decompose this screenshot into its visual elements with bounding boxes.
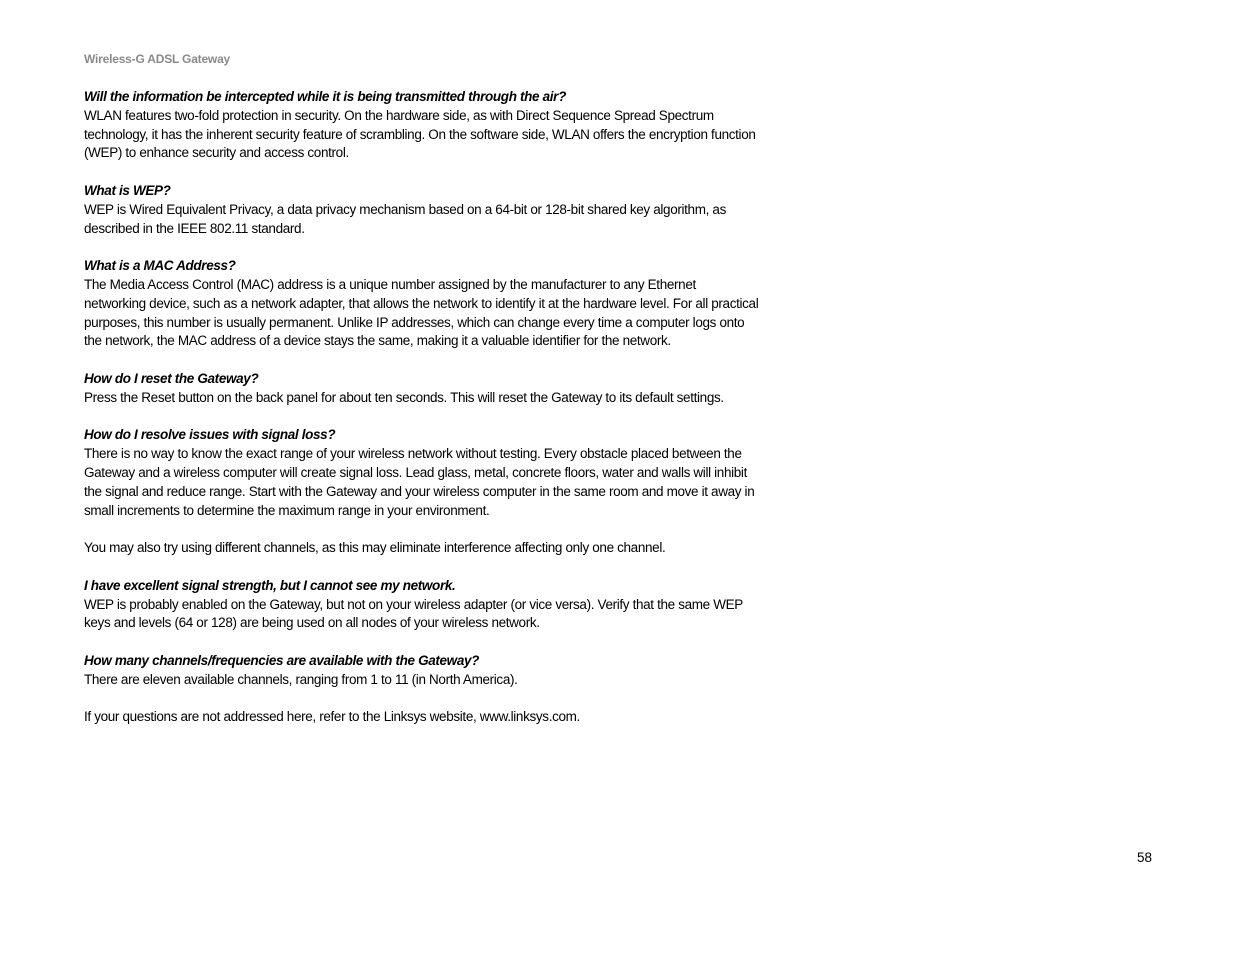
faq-answer: Press the Reset button on the back panel for about ten seconds. This will reset the Gateway to its default settings.: [84, 389, 724, 405]
faq-answer: WLAN features two-fold protection in security. On the hardware side, as with Direct Sequence Spread Spectrum technology, it has the inherent security feature of scrambling. On the software side, WLAN offers the encryption function (WEP) to enhance security and access control.: [84, 107, 756, 161]
faq-item-reset: [84, 370, 760, 408]
running-header: Wireless-G ADSL Gateway: [84, 52, 231, 66]
faq-item-wep: [84, 182, 760, 238]
faq-answer: There is no way to know the exact range of your wireless network without testing. Every obstacle placed between the Gateway and a wireless computer will create signal loss. Lead glass, metal, concrete floors, water and walls will inhibit the signal and reduce range. Start with the Gateway and your wireless computer in the same room and move it away in small increments to determine the maximum range in your environment.: [84, 446, 755, 518]
faq-question: How do I resolve issues with signal loss?: [84, 427, 336, 443]
faq-item-channels: [84, 652, 760, 690]
faq-item-network-visibility: [84, 577, 760, 633]
faq-answer: WEP is Wired Equivalent Privacy, a data privacy mechanism based on a 64-bit or 128-bit shared key algorithm, as described in the IEEE 802.11 standard.: [84, 201, 726, 236]
faq-question: Will the information be intercepted while it is being transmitted through the air?: [84, 89, 566, 104]
faq-question: How many channels/frequencies are available with the Gateway?: [84, 652, 480, 668]
faq-item-interception: [84, 88, 760, 163]
faq-answer: WEP is probably enabled on the Gateway, but not on your wireless adapter (or vice versa). Verify that the same WEP keys and levels (64 or 128) are being used on all nodes of your wireless network.: [84, 596, 743, 631]
faq-content: [84, 88, 760, 727]
faq-question: How do I reset the Gateway?: [84, 370, 259, 386]
page-number: 58: [1137, 850, 1153, 865]
faq-item-signal-loss: [84, 426, 760, 558]
faq-answer: There are eleven available channels, ranging from 1 to 11 (in North America).: [84, 671, 518, 687]
faq-item-mac-address: [84, 257, 760, 351]
faq-question: What is a MAC Address?: [84, 258, 236, 274]
faq-answer: You may also try using different channels, as this may eliminate interference affecting only one channel.: [84, 540, 666, 556]
faq-answer: The Media Access Control (MAC) address is a unique number assigned by the manufacturer to any Ethernet networking device, such as a network adapter, that allows the network to identify it at the hardware level. For all practical purposes, this number is usually permanent. Unlike IP addresses, which can change every time a computer logs onto the network, the MAC address of a device stays the same, making it a valuable identifier for the network.: [84, 276, 759, 349]
closing-note: If your questions are not addressed here, refer to the Linksys website, www.linksys.com.: [84, 709, 580, 725]
faq-question: What is WEP?: [84, 182, 171, 198]
faq-question: I have excellent signal strength, but I cannot see my network.: [84, 577, 456, 593]
